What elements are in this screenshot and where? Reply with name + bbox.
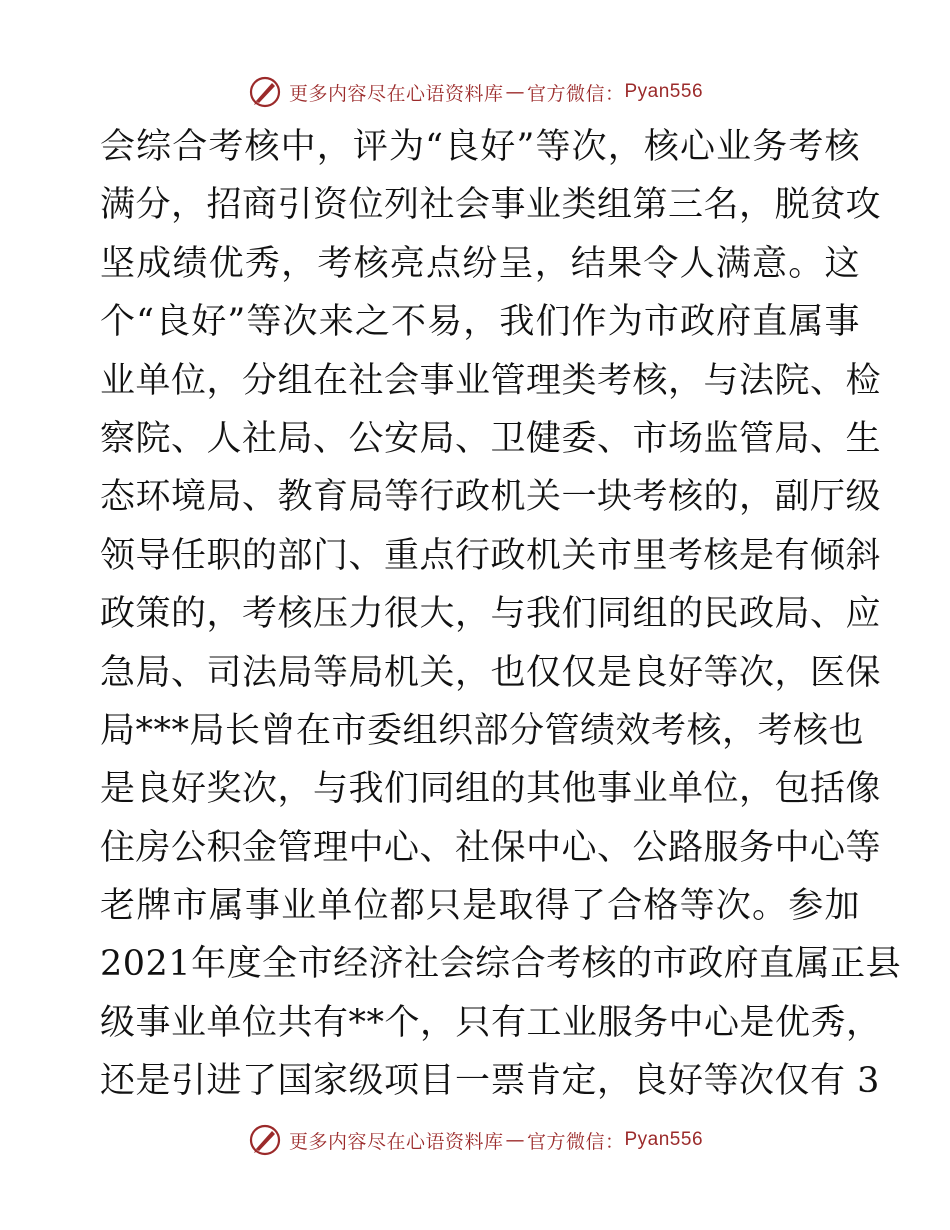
body-line: 级事业单位共有**个，只有工业服务中心是优秀， — [100, 1002, 882, 1043]
body-line: 政策的，考核压力很大，与我们同组的民政局、应 — [100, 594, 882, 635]
watermark-text: 更多内容尽在心语资料库 — [288, 82, 504, 105]
body-line: 局***局长曾在市委组织部分管绩效考核，考核也 — [100, 710, 865, 751]
body-line: 会综合考核中，评为“良好”等次，核心业务考核 — [100, 127, 860, 167]
watermark-header — [0, 72, 950, 112]
body-line: 个“良好”等次来之不易，我们作为市政府直属事 — [100, 302, 860, 343]
watermark-footer — [0, 1120, 950, 1160]
body-line: 老牌市属事业单位都只是取得了合格等次。参加 — [100, 886, 860, 927]
watermark-handle: Pyan556 — [624, 81, 704, 102]
watermark-dash: — — [505, 1129, 525, 1151]
body-line: 察院、人社局、公安局、卫健委、市场监管局、生 — [100, 418, 882, 459]
body-line: 急局、司法局等局机关，也仅仅是良好等次，医保 — [100, 652, 882, 693]
document-body — [100, 118, 902, 1111]
pen-logo-icon — [247, 1122, 283, 1158]
body-line: 业单位，分组在社会事业管理类考核，与法院、检 — [100, 360, 882, 401]
body-line: 还是引进了国家级项目一票肯定，良好等次仅有 3 — [100, 1061, 880, 1102]
watermark-handle: Pyan556 — [624, 1129, 704, 1150]
watermark-wechat-label: 官方微信： — [526, 82, 625, 105]
body-line: 住房公积金管理中心、社保中心、公路服务中心等 — [100, 827, 882, 868]
watermark-dash: — — [505, 81, 525, 103]
body-line: 态环境局、教育局等行政机关一块考核的，副厅级 — [100, 477, 882, 518]
watermark-text: 更多内容尽在心语资料库 — [288, 1130, 504, 1153]
pen-logo-icon — [247, 74, 283, 110]
watermark-wechat-label: 官方微信： — [526, 1130, 625, 1153]
body-line: 领导任职的部门、重点行政机关市里考核是有倾斜 — [100, 535, 882, 576]
body-line: 坚成绩优秀，考核亮点纷呈，结果令人满意。这 — [100, 243, 860, 284]
body-line: 2021年度全市经济社会综合考核的市政府直属正县 — [100, 944, 902, 985]
body-line: 是良好奖次，与我们同组的其他事业单位，包括像 — [100, 769, 882, 810]
body-line: 满分，招商引资位列社会事业类组第三名，脱贫攻 — [100, 185, 882, 226]
